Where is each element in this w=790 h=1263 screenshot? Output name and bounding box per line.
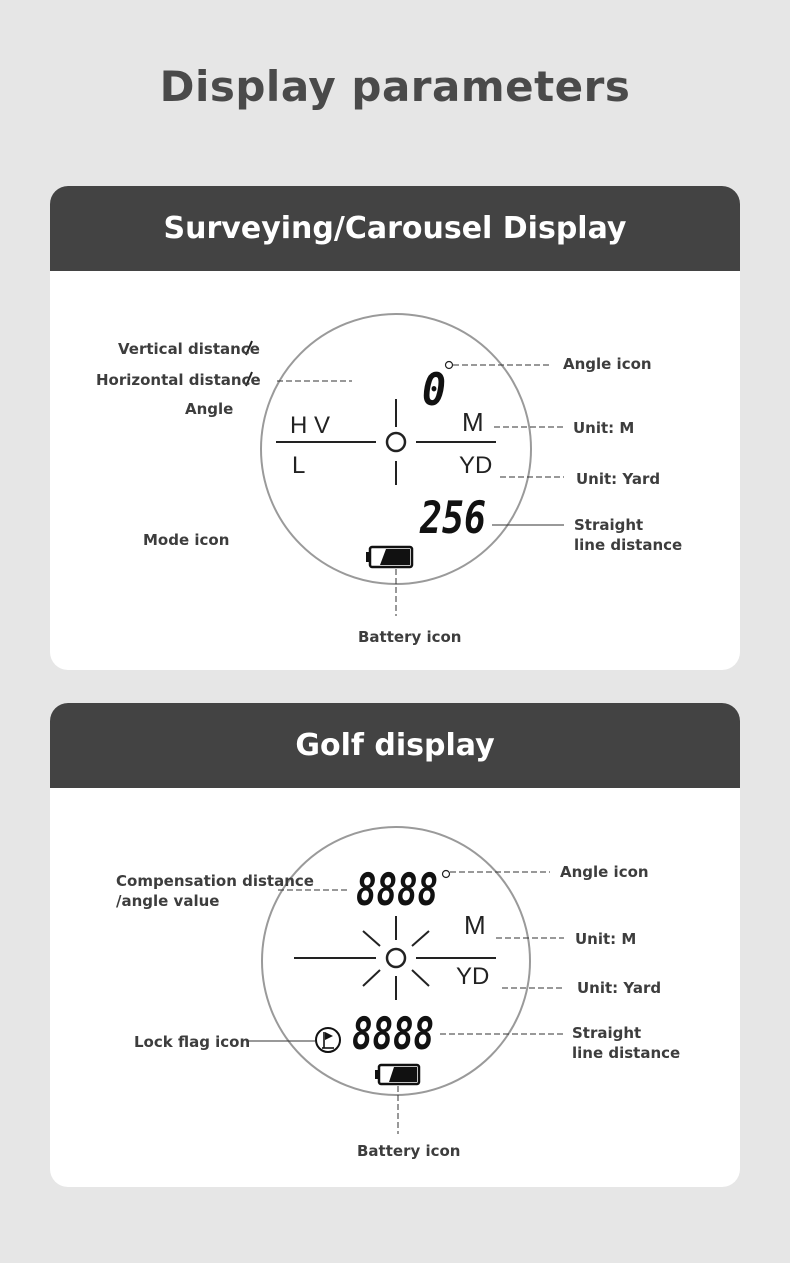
lcd-unit-yd: YD (459, 452, 493, 479)
lcd-mode-bottom: L (292, 452, 306, 479)
golf-card-title: Golf display (50, 703, 740, 788)
lcd-unit-yd: YD (456, 963, 490, 990)
lock-flag-icon (316, 1028, 340, 1052)
label-angle-icon: Angle icon (563, 355, 652, 373)
label-mode-icon: Mode icon (143, 531, 230, 549)
angle-icon (446, 362, 453, 369)
lcd-unit-m: M (464, 910, 486, 940)
battery-icon (375, 1065, 419, 1084)
lcd-top-value: 8888 (356, 865, 438, 916)
label-lock-flag-icon: Lock flag icon (134, 1033, 251, 1051)
label-straight-line-1: Straight (572, 1024, 642, 1042)
label-unit-m: Unit: M (575, 930, 637, 948)
label-battery-icon: Battery icon (358, 628, 462, 646)
display-lens-circle (261, 314, 531, 584)
label-vertical-distance: Vertical distance (118, 340, 260, 358)
label-compensation-2: /angle value (116, 892, 220, 910)
battery-icon (366, 547, 412, 567)
label-battery-icon: Battery icon (357, 1142, 461, 1160)
label-unit-yard: Unit: Yard (576, 470, 661, 488)
lcd-unit-m: M (462, 407, 484, 437)
surveying-card-body (50, 271, 740, 670)
lcd-bottom-value: 256 (419, 493, 486, 544)
label-angle-icon: Angle icon (560, 863, 649, 881)
angle-icon (443, 871, 450, 878)
surveying-card-title: Surveying/Carousel Display (50, 186, 740, 271)
lcd-bottom-value: 8888 (352, 1009, 434, 1060)
page-title: Display parameters (159, 62, 631, 111)
label-unit-m: Unit: M (573, 419, 635, 437)
label-straight-line-2: line distance (572, 1044, 681, 1062)
lcd-mode-top: H V (290, 412, 331, 439)
label-horizontal-distance: Horizontal distance (96, 371, 261, 389)
label-angle: Angle (185, 400, 234, 418)
label-unit-yard: Unit: Yard (577, 979, 662, 997)
surveying-card (50, 186, 740, 670)
golf-card (50, 703, 740, 1187)
lcd-top-value: 0 (422, 365, 446, 416)
label-straight-line-1: Straight (574, 516, 644, 534)
label-compensation-1: Compensation distance (116, 872, 314, 890)
golf-card-body (50, 788, 740, 1187)
label-straight-line-2: line distance (574, 536, 683, 554)
